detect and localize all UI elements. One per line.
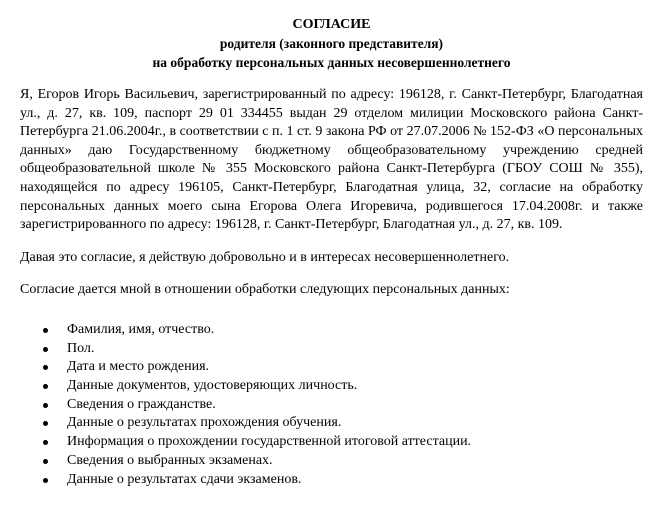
bullet-icon: [43, 347, 48, 352]
consent-paragraph-main: Я, Егоров Игорь Васильевич, зарегистрированный по адресу: 196128, г. Санкт-Петербург, Благодатная ул., д. 27, кв. 109, паспорт 29 01 334455 выдан 29 отделом милиции Московского района Санкт-Петербурга 21.06.2004г., в соответствии с п. 1 ст. 9 закона РФ от 27.07.2006 № 152-ФЗ «О персональных данных» даю Государственному бюджетному общеобразовательному учреждению средней общеобразовательной школе № 355 Московского района Санкт-Петербурга (ГБОУ СОШ № 355), находящейся по адресу 196105, Санкт-Петербург, Благодатная улица, 32, согласие на обработку персональных данных моего сына Егорова Олега Игоревича, родившегося 17.04.2008г. и также зарегистрированного по адресу: 196128, г. Санкт-Петербург, Благодатная ул., д. 27, кв. 109.: [20, 87, 643, 233]
consent-paragraph-voluntary: Давая это согласие, я действую добровольно и в интересах несовершеннолетнего.: [20, 249, 510, 265]
list-item-text: Сведения о выбранных экзаменах.: [67, 452, 273, 468]
list-item: [20, 433, 643, 452]
list-item: [20, 414, 643, 433]
list-item-text: Дата и место рождения.: [67, 359, 210, 375]
bullet-icon: [43, 384, 48, 389]
list-item-text: Информация о прохождении государственной итоговой аттестации.: [67, 434, 472, 450]
bullet-icon: [43, 365, 48, 370]
list-item: [20, 340, 643, 359]
bullet-icon: [43, 421, 48, 426]
document-title: СОГЛАСИЕ: [292, 17, 371, 32]
list-item: [20, 396, 643, 415]
list-item: [20, 377, 643, 396]
consent-document: [20, 10, 643, 489]
consent-paragraph-scope: Согласие дается мной в отношении обработки следующих персональных данных:: [20, 282, 510, 298]
list-item: [20, 358, 643, 377]
bullet-icon: [43, 440, 48, 445]
bullet-icon: [43, 478, 48, 483]
personal-data-list: [20, 321, 643, 489]
list-item: [20, 452, 643, 471]
bullet-icon: [43, 403, 48, 408]
document-subtitle-purpose: на обработку персональных данных несовершеннолетнего: [152, 55, 511, 70]
bullet-icon: [43, 459, 48, 464]
bullet-icon: [43, 328, 48, 333]
list-item: [20, 321, 643, 340]
list-item-text: Сведения о гражданстве.: [67, 396, 216, 412]
list-item-text: Пол.: [67, 340, 95, 356]
list-item-text: Данные документов, удостоверяющих личность.: [67, 378, 358, 394]
list-item-text: Данные о результатах прохождения обучения.: [67, 415, 342, 431]
list-item: [20, 471, 643, 490]
document-subtitle-parent: родителя (законного представителя): [219, 36, 444, 51]
document-header: [20, 15, 643, 72]
list-item-text: Данные о результатах сдачи экзаменов.: [67, 471, 302, 487]
list-item-text: Фамилия, имя, отчество.: [67, 321, 215, 337]
